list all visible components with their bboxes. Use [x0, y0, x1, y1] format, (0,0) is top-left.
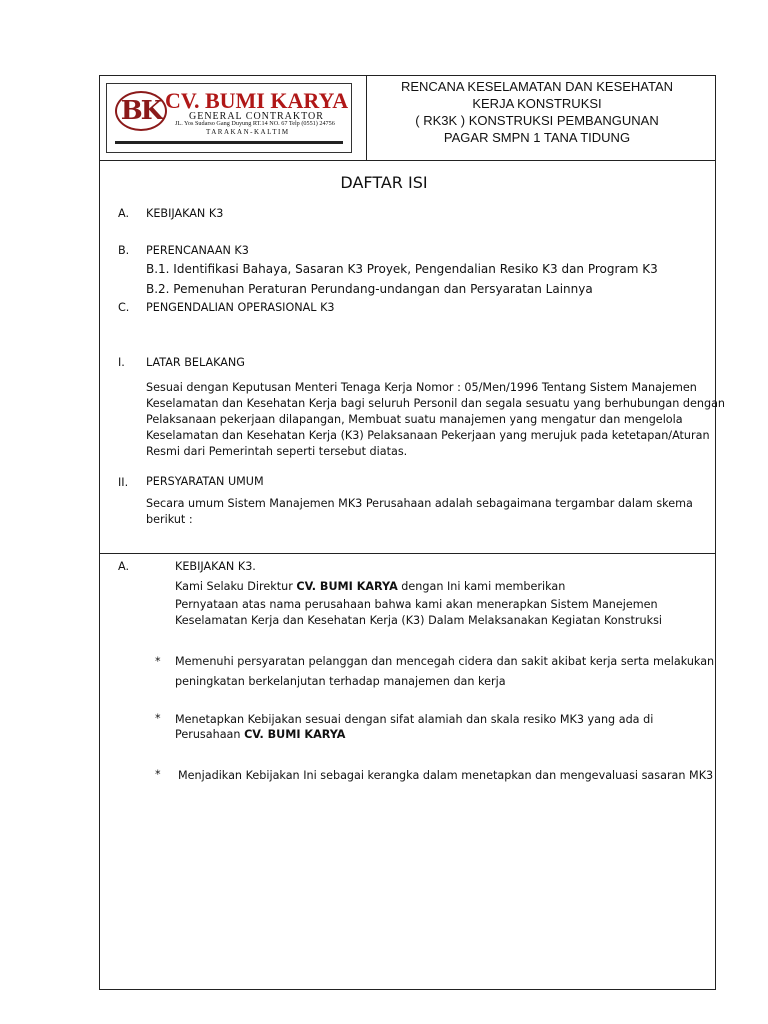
bullet-text: peningkatan berkelanjutan terhadap manajemen dan kerja [175, 675, 506, 688]
toc-subitem: B.2. Pemenuhan Peraturan Perundang-undangan dan Persyaratan Lainnya [146, 282, 593, 296]
policy-intro [175, 580, 565, 593]
company-logo [106, 83, 352, 153]
bullet-company: CV. BUMI KARYA [244, 728, 346, 741]
toc-marker: C. [118, 301, 130, 314]
paragraph-line: Pelaksanaan pekerjaan dilapangan, Membuat suatu manajemen yang mengatur dan mengelola [146, 413, 683, 426]
header-divider [366, 75, 367, 161]
bullet-marker: * [155, 768, 161, 781]
paragraph-line: Resmi dari Pemerintah seperti tersebut diatas. [146, 445, 408, 458]
section-marker: A. [118, 560, 130, 573]
intro-text: Kami Selaku Direktur [175, 580, 297, 593]
toc-marker: B. [118, 244, 130, 257]
intro-company: CV. BUMI KARYA [296, 580, 398, 593]
title-line: ( RK3K ) KONSTRUKSI PEMBANGUNAN [415, 113, 659, 128]
bullet-text: Menetapkan Kebijakan sesuai dengan sifat alamiah dan skala resiko MK3 yang ada di [175, 713, 654, 726]
bullet-marker: * [155, 712, 161, 725]
section-paragraph [146, 496, 693, 528]
section-heading: LATAR BELAKANG [146, 356, 245, 369]
toc-marker: A. [118, 207, 130, 220]
paragraph-line: Secara umum Sistem Manajemen MK3 Perusahaan adalah sebagaimana tergambar dalam skema [146, 497, 693, 510]
logo-mark: BK [115, 91, 167, 131]
paragraph-line: Keselamatan dan Kesehatan Kerja bagi seluruh Personil dan segala sesuatu yang berhubungan dengan [146, 397, 726, 410]
paragraph-line: Keselamatan dan Kesehatan Kerja (K3) Pelaksanaan Pekerjaan yang merujuk pada ketetapan/Aturan [146, 429, 710, 442]
logo-company-name: CV. BUMI KARYA [165, 88, 349, 113]
intro-text: dengan Ini kami memberikan [397, 580, 566, 593]
section-heading: PERSYARATAN UMUM [146, 475, 264, 488]
document-title [376, 78, 698, 146]
toc-subitem: B.1. Identifikasi Bahaya, Sasaran K3 Proyek, Pengendalian Resiko K3 dan Program K3 [146, 262, 658, 276]
section-marker: II. [118, 476, 129, 489]
bullet-text: Menjadikan Kebijakan Ini sebagai kerangka dalam menetapkan dan mengevaluasi sasaran MK3 [178, 769, 714, 782]
logo-city: TARAKAN-KALTIM [206, 128, 290, 136]
bullet-text: Memenuhi persyaratan pelanggan dan mencegah cidera dan sakit akibat kerja serta melakukan [175, 655, 715, 668]
toc-item: KEBIJAKAN K3 [146, 207, 224, 220]
paragraph-line: Keselamatan Kerja dan Kesehatan Kerja (K3) Dalam Melaksanakan Kegiatan Konstruksi [175, 614, 663, 627]
bullet-marker: * [155, 655, 161, 668]
paragraph-line: berikut : [146, 513, 193, 526]
title-line: KERJA KONSTRUKSI [472, 96, 602, 111]
section-marker: I. [118, 356, 125, 369]
section-heading: KEBIJAKAN K3. [175, 560, 256, 573]
paragraph-line: Pernyataan atas nama perusahaan bahwa kami akan menerapkan Sistem Manejemen [175, 598, 658, 611]
section-paragraph [146, 380, 726, 460]
logo-underline [115, 141, 343, 144]
toc-item: PERENCANAAN K3 [146, 244, 249, 257]
title-line: PAGAR SMPN 1 TANA TIDUNG [443, 130, 631, 145]
toc-item: PENGENDALIAN OPERASIONAL K3 [146, 301, 335, 314]
title-line: RENCANA KESELAMATAN DAN KESEHATAN [400, 79, 674, 94]
logo-subtitle: GENERAL CONTRAKTOR [189, 111, 324, 122]
policy-paragraph [175, 597, 682, 629]
bullet-text [175, 728, 345, 741]
bullet-text-part: Perusahaan [175, 728, 245, 741]
paragraph-line: Sesuai dengan Keputusan Menteri Tenaga Kerja Nomor : 05/Men/1996 Tentang Sistem Manajemen [146, 381, 697, 394]
logo-address: JL. Yos Sudarso Gang Duyung RT.14 NO. 67 Telp (0551) 24756 [175, 120, 335, 127]
toc-title: DAFTAR ISI [340, 173, 428, 192]
